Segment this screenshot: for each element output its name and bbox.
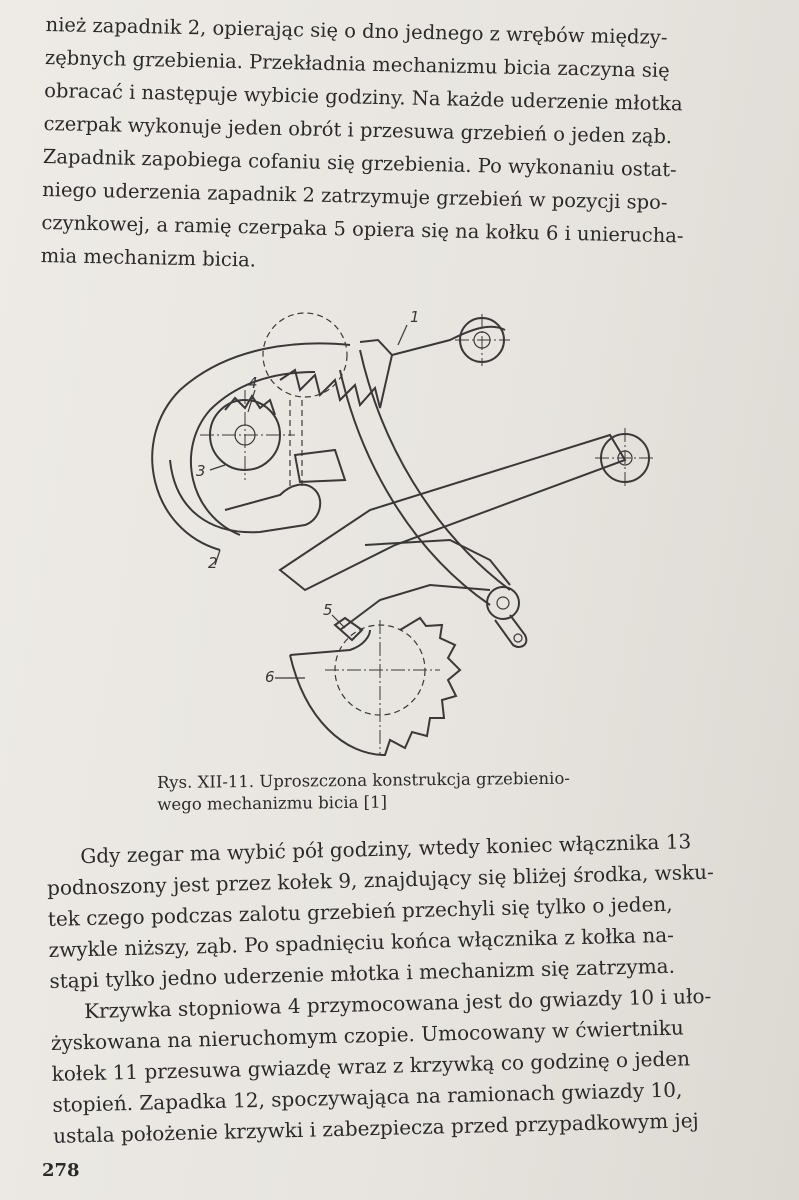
lever-1 [392,327,505,355]
pallet-pivot-hole [497,597,509,609]
page-number: 278 [42,1160,80,1181]
caption-line: wego mechanizmu bicia [1] [157,792,388,814]
arm-5 [340,585,490,630]
striking-wheel [290,618,460,755]
label-5: 5 [323,601,333,619]
pallet-pivot [487,587,519,619]
text-line: niego uderzenia zapadnik 2 zatrzymuje grzebień w pozycji spo- [41,177,668,215]
text-line: zębnych grzebienia. Przekładnia mechanizmu bicia zaczyna się [44,45,670,83]
label-4: 4 [248,374,258,392]
figure-caption [157,767,677,816]
arm-diagonal [280,435,625,590]
label-3: 3 [196,462,206,480]
text-line: żyskowana na nieruchomym czopie. Umocowany w ćwiertniku [50,1015,685,1055]
text-line: ustala położenie krzywki i zabezpiecza przed przypadkowym jej [52,1108,700,1148]
text-line: zwykle niższy, ząb. Po spadnięciu końca włącznika z kołka na- [48,922,675,962]
mechanism-figure [130,300,660,770]
text-line: mia mechanizm bicia. [40,243,257,272]
paragraph-top [40,8,759,287]
mechanism-drawing [130,300,660,770]
text-line: stopień. Zapadka 12, spoczywająca na ramionach gwiazdy 10, [52,1077,683,1117]
text-line: tek czego podczas zalotu grzebień przechyli się tylko o jeden, [47,891,673,931]
leader-5 [332,615,345,628]
pallet-tail [495,615,526,647]
text-line: kołek 11 przesuwa gwiazdę wraz z krzywką co godzinę o jeden [51,1046,691,1086]
pivot-top-centerline [455,314,510,366]
arm-curve-a [360,350,510,590]
text-line: Krzywka stopniowa 4 przymocowana jest do gwiazdy 10 i uło- [83,983,712,1024]
text-line: czerpak wykonuje jeden obrót i przesuwa grzebień o jeden ząb. [43,111,673,149]
label-1: 1 [410,308,420,326]
text-line: podnoszony jest przez kołek 9, znajdujący się bliżej środka, wsku- [46,859,715,900]
leader-1 [398,325,407,345]
caption-line: Rys. XII-11. Uproszczona konstrukcja grzebienio- [157,768,571,792]
text-line: obracać i następuje wybicie godziny. Na każde uderzenie młotka [44,78,683,116]
pallet-tail-hole [514,634,522,642]
text-line: Gdy zegar ma wybić pół godziny, wtedy koniec włącznika 13 [80,829,692,869]
paragraph-bottom [46,825,767,1152]
rack-teeth [280,340,392,408]
shaft-dashed [290,400,302,490]
label-2: 2 [208,554,218,572]
text-line: stąpi tylko jedno uderzenie młotka i mechanizm się zatrzyma. [49,953,676,993]
arm-curve-b [340,370,490,605]
label-6: 6 [265,668,275,686]
text-line: Zapadnik zapobiega cofaniu się grzebienia. Po wykonaniu ostat- [42,144,677,182]
text-line: czynkowej, a ramię czerpaka 5 opiera się na kołku 6 i unierucha- [41,210,684,248]
leader-3 [210,465,225,470]
gathering-arm [365,540,510,585]
text-line: nież zapadnik 2, opierając się o dno jednego z wrębów między- [45,12,668,50]
